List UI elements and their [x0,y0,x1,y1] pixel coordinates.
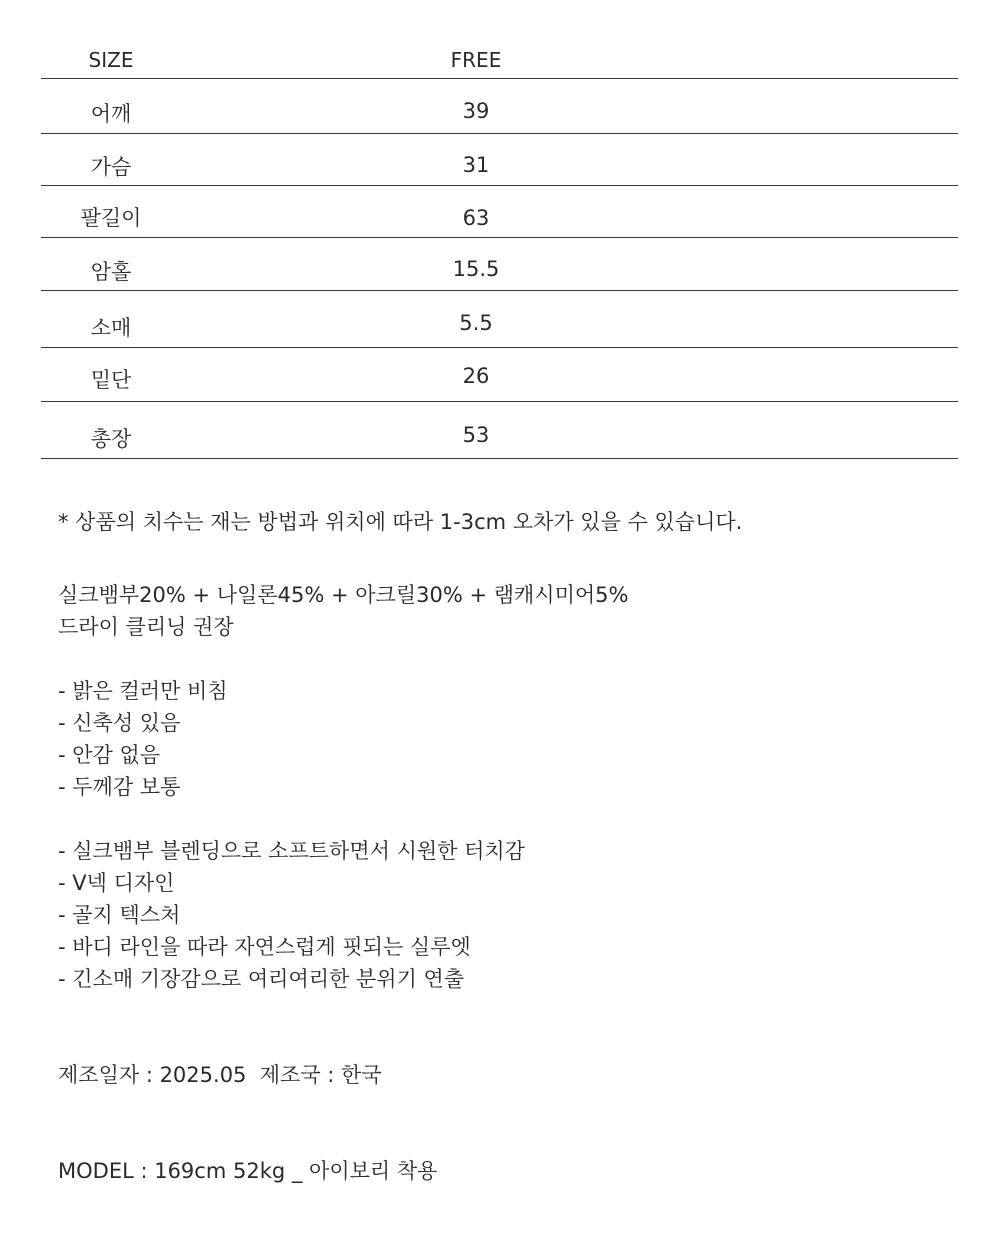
feature-item: - 골지 텍스처 [58,903,181,927]
care-instruction: 드라이 클리닝 권장 [58,615,234,639]
model-info: MODEL : 169cm 52kg _ 아이보리 착용 [58,1159,438,1183]
material-composition: 실크뱀부20% + 나일론45% + 아크릴30% + 램캐시미어5% [58,583,629,607]
feature-item: - V넥 디자인 [58,871,175,895]
size-table-header [41,40,958,79]
measurement-value: 53 [462,423,490,447]
table-row [41,134,958,186]
measurement-value: 39 [462,99,490,123]
property-item: - 안감 없음 [58,743,161,767]
table-row [41,79,958,134]
measurement-value: 63 [462,206,490,230]
measurement-label: 가슴 [90,155,132,179]
measurement-label: 총장 [90,427,132,451]
measurement-value: 5.5 [459,311,493,335]
measurement-value: 15.5 [452,257,500,281]
manufacture-info: 제조일자 : 2025.05 제조국 : 한국 [58,1063,382,1087]
property-item: - 신축성 있음 [58,711,181,735]
measurement-value: 31 [462,153,490,177]
measurement-label: 암홀 [90,260,132,284]
measurement-value: 26 [462,364,490,388]
feature-item: - 바디 라인을 따라 자연스럽게 핏되는 실루엣 [58,935,471,959]
measurement-label: 팔길이 [80,206,142,230]
table-row [41,402,958,459]
table-row [41,186,958,238]
feature-item: - 실크뱀부 블렌딩으로 소프트하면서 시원한 터치감 [58,839,525,863]
size-header-label: SIZE [88,48,134,72]
table-row [41,238,958,291]
size-header-value: FREE [450,48,502,72]
measurement-label: 어깨 [90,102,132,126]
measurement-label: 밑단 [90,368,132,392]
measurement-label: 소매 [90,316,132,340]
property-item: - 밝은 컬러만 비침 [58,679,228,703]
size-table [41,40,958,459]
feature-item: - 긴소매 기장감으로 여리여리한 분위기 연출 [58,967,465,991]
measurement-note: * 상품의 치수는 재는 방법과 위치에 따라 1-3cm 오차가 있을 수 있습니다. [58,510,743,534]
table-row [41,291,958,348]
table-row [41,348,958,402]
property-item: - 두께감 보통 [58,775,181,799]
